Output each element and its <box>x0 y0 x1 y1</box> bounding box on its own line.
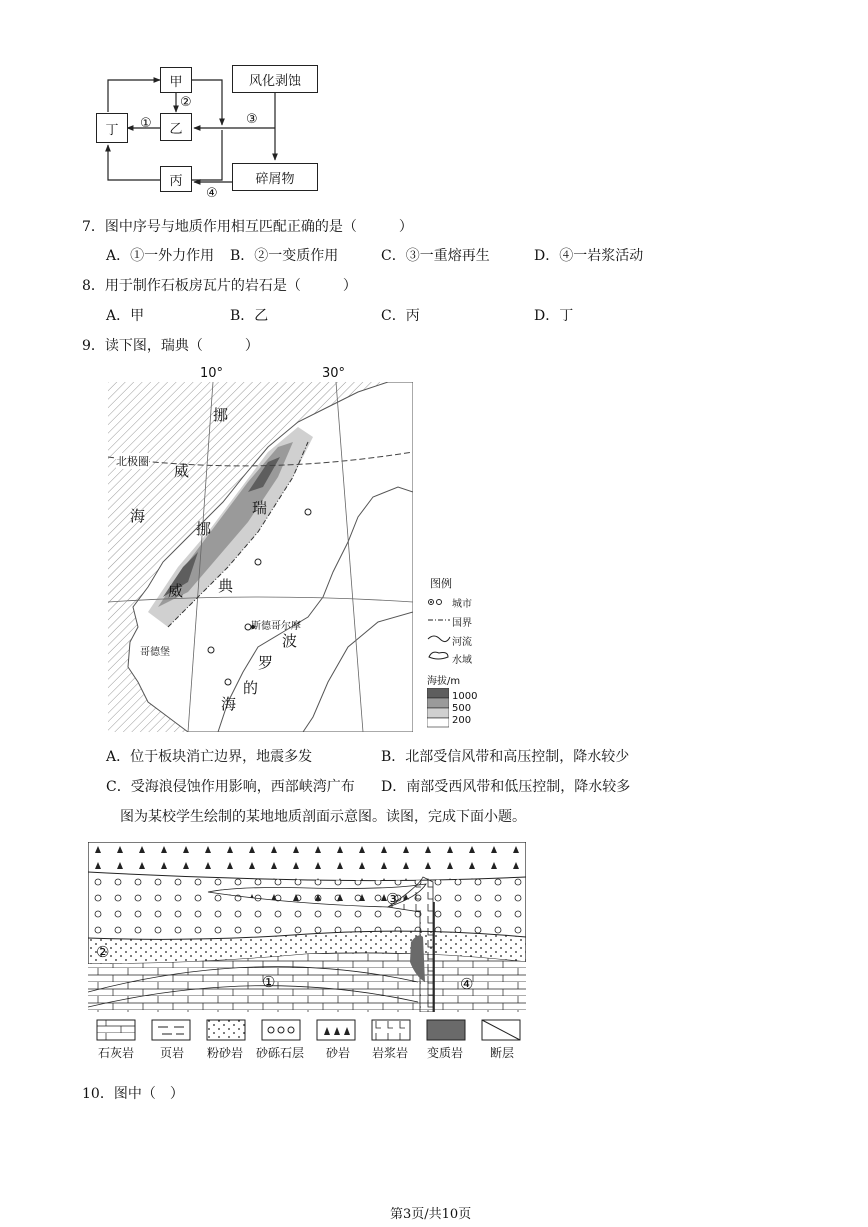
legend-igneous: 岩浆岩 <box>372 1046 409 1060</box>
label-baltic-1: 波 <box>282 632 298 650</box>
label-arctic-circle: 北极圈 <box>116 455 149 468</box>
legend-limestone: 石灰岩 <box>98 1046 135 1060</box>
legend-border: 国界 <box>452 618 472 629</box>
page-footer: 第3页/共10页 <box>390 1207 472 1222</box>
q7-option-b[interactable]: B．②一变质作用 <box>230 248 339 264</box>
box-yi: 乙 <box>160 113 192 141</box>
section-marker-2: ② <box>96 943 110 961</box>
legend-sandstone: 砂岩 <box>326 1046 351 1060</box>
map-frame <box>108 382 413 732</box>
legend-water: 水域 <box>452 655 472 666</box>
q10-stem: 10．图中（ ） <box>82 1086 184 1102</box>
section-marker-4: ④ <box>460 975 474 993</box>
label-norway-sea-1: 挪 <box>213 406 229 424</box>
label-2: ② <box>180 95 192 110</box>
legend-metamorphic: 变质岩 <box>427 1046 464 1060</box>
legend-river: 河流 <box>452 637 472 648</box>
label-sweden-1: 瑞 <box>252 499 268 517</box>
q9-option-c[interactable]: C．受海浪侵蚀作用影响，西部峡湾广布 <box>106 779 355 795</box>
label-gothenburg: 哥德堡 <box>140 647 170 658</box>
section-marker-3: ③ <box>386 890 400 908</box>
legend-elevation-scale <box>427 688 449 728</box>
layer-gravel <box>88 872 526 939</box>
box-ding: 丁 <box>96 113 128 143</box>
label-sweden-2: 典 <box>218 577 234 595</box>
label-1: ① <box>140 116 152 131</box>
label-norway-1: 挪 <box>196 520 212 538</box>
label-stockholm: 斯德哥尔摩 <box>251 621 301 632</box>
box-bing: 丙 <box>160 166 192 192</box>
section-marker-1: ① <box>262 973 276 991</box>
section-legend-swatches <box>96 1019 522 1043</box>
label-baltic-3: 的 <box>243 679 259 697</box>
q7-stem: 7．图中序号与地质作用相互匹配正确的是（ ） <box>82 219 413 235</box>
legend-title: 图例 <box>430 577 452 590</box>
legend-1000: 1000 <box>452 691 478 702</box>
label-norway-sea-2: 威 <box>174 462 190 480</box>
legend-200: 200 <box>452 715 472 726</box>
q8-option-d[interactable]: D．丁 <box>534 308 574 324</box>
legend-city: 城市 <box>452 599 472 610</box>
box-weathering: 风化剥蚀 <box>232 65 318 93</box>
legend-shale: 页岩 <box>160 1046 185 1060</box>
q7-option-c[interactable]: C．③一重熔再生 <box>381 248 490 264</box>
q8-option-c[interactable]: C．丙 <box>381 308 420 324</box>
label-norway-2: 威 <box>168 582 184 600</box>
label-3: ③ <box>246 112 258 127</box>
q9-option-a[interactable]: A．位于板块消亡边界，地震多发 <box>106 749 313 765</box>
label-baltic-2: 罗 <box>258 654 274 672</box>
q9-stem: 9．读下图，瑞典（ ） <box>82 338 259 354</box>
q8-option-a[interactable]: A．甲 <box>106 308 145 324</box>
legend-siltstone: 粉砂岩 <box>207 1046 244 1060</box>
label-norway-sea-3: 海 <box>130 507 146 525</box>
lon-10-label: 10° <box>200 366 224 381</box>
q8-stem: 8．用于制作石板房瓦片的岩石是（ ） <box>82 278 357 294</box>
box-jia: 甲 <box>160 67 192 93</box>
label-baltic-4: 海 <box>221 695 237 713</box>
section-intro: 图为某校学生绘制的某地地质剖面示意图。读图，完成下面小题。 <box>120 809 526 825</box>
legend-fault: 断层 <box>490 1046 515 1060</box>
box-sediment: 碎屑物 <box>232 163 318 191</box>
legend-gravel: 砂砾石层 <box>256 1046 305 1060</box>
legend-elev-title: 海拔/m <box>427 676 461 687</box>
legend-symbols <box>426 595 454 665</box>
q9-option-d[interactable]: D．南部受西风带和低压控制，降水较多 <box>381 779 631 795</box>
q8-option-b[interactable]: B．乙 <box>230 308 269 324</box>
legend-500: 500 <box>452 703 472 714</box>
q7-option-d[interactable]: D．④一岩浆活动 <box>534 248 644 264</box>
lon-30-label: 30° <box>322 366 346 381</box>
label-4: ④ <box>206 186 218 201</box>
q7-option-a[interactable]: A．①一外力作用 <box>106 248 215 264</box>
q9-option-b[interactable]: B．北部受信风带和高压控制，降水较少 <box>381 749 630 765</box>
